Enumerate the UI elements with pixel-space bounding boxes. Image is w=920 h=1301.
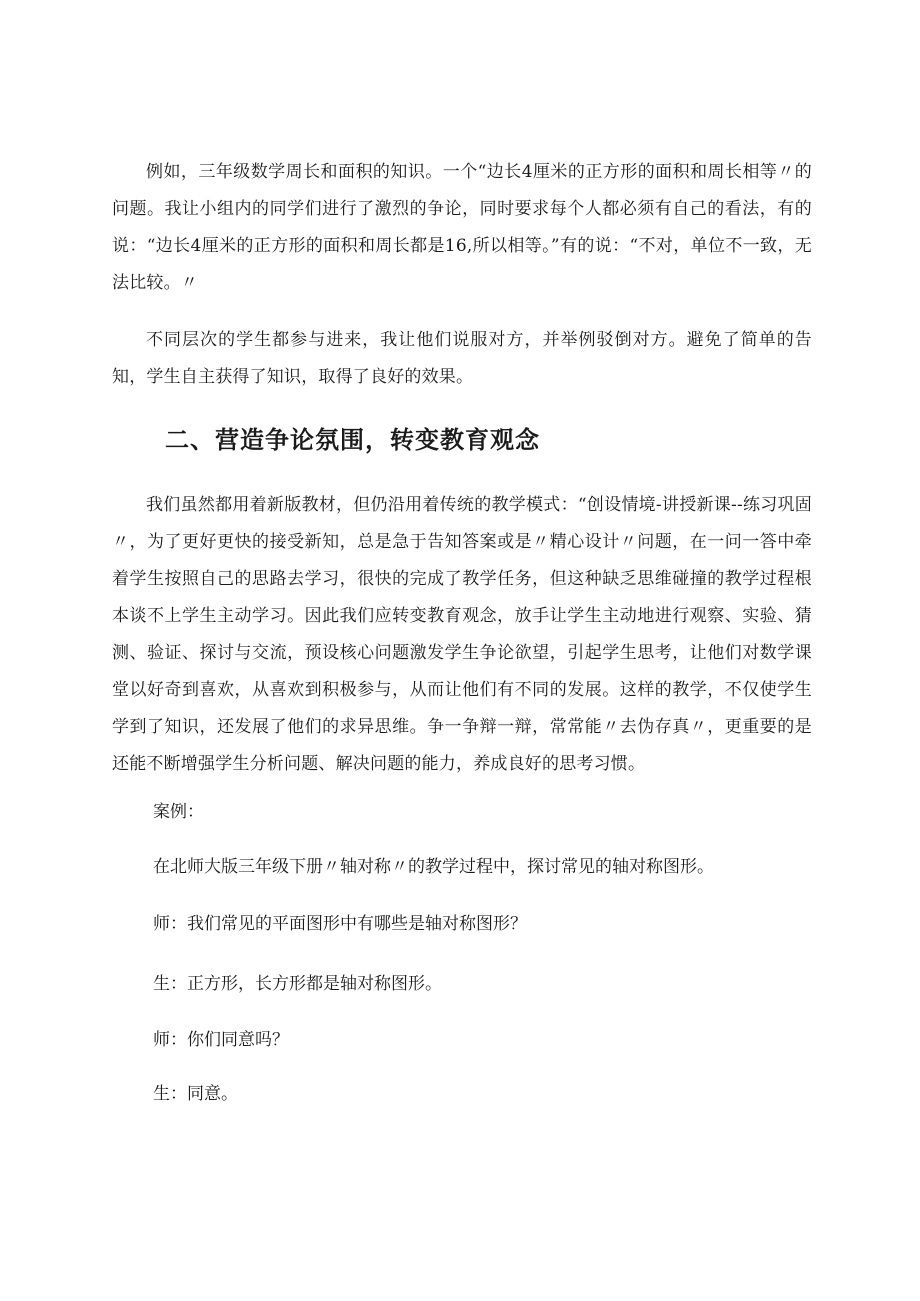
dialogue-line: 师：你们同意吗？ (153, 1030, 289, 1050)
case-intro: 在北师大版三年级下册〃轴对称〃的教学过程中，探讨常见的轴对称图形。 (153, 857, 714, 877)
paragraph-section-body: 我们虽然都用着新版教材，但仍沿用着传统的教学模式：“创设情境-讲授新课--练习巩固〃，为了更好更快的接受新知，总是急于告知答案或是〃精心设计〃问题，在一问一答中牵着学生按照自己的思路去学习，很快的完成了教学任务，但这种缺乏思维碰撞的教学过程根本谈不上学生主动学习。因此我们应转变教育观念，放手让学生主动地进行观察、实验、猜测、验证、探讨与交流，预设核心问题激发学生争论欲望，引起学生思考，让他们对数学课堂以好奇到喜欢，从喜欢到积极参与，从而让他们有不同的发展。这样的教学，不仅使学生学到了知识，还发展了他们的求异思维。争一争辩一辩，常常能〃去伪存真〃，更重要的是还能不断增强学生分析问题、解决问题的能力，养成良好的思考习惯。 (112, 495, 812, 774)
section-heading: 二、营造争论氛围，转变教育观念 (165, 426, 540, 454)
dialogue-line: 生：正方形，长方形都是轴对称图形。 (153, 974, 442, 994)
case-label: 案例： (153, 802, 204, 822)
paragraph-effect: 不同层次的学生都参与进来，我让他们说服对方，并举例驳倒对方。避免了简单的告知，学生自主获得了知识，取得了良好的效果。 (112, 330, 812, 387)
paragraph-example: 例如，三年级数学周长和面积的知识。一个“边长4厘米的正方形的面积和周长相等〃的问题。我让小组内的同学们进行了激烈的争论，同时要求每个人都必须有自己的看法，有的说：“边长4厘米的正方形的面积和周长都是16,所以相等。”有的说：“不对，单位不一致，无法比较。〃 (112, 162, 812, 293)
dialogue-line: 师：我们常见的平面图形中有哪些是轴对称图形？ (153, 914, 527, 934)
dialogue-line: 生：同意。 (153, 1084, 238, 1104)
